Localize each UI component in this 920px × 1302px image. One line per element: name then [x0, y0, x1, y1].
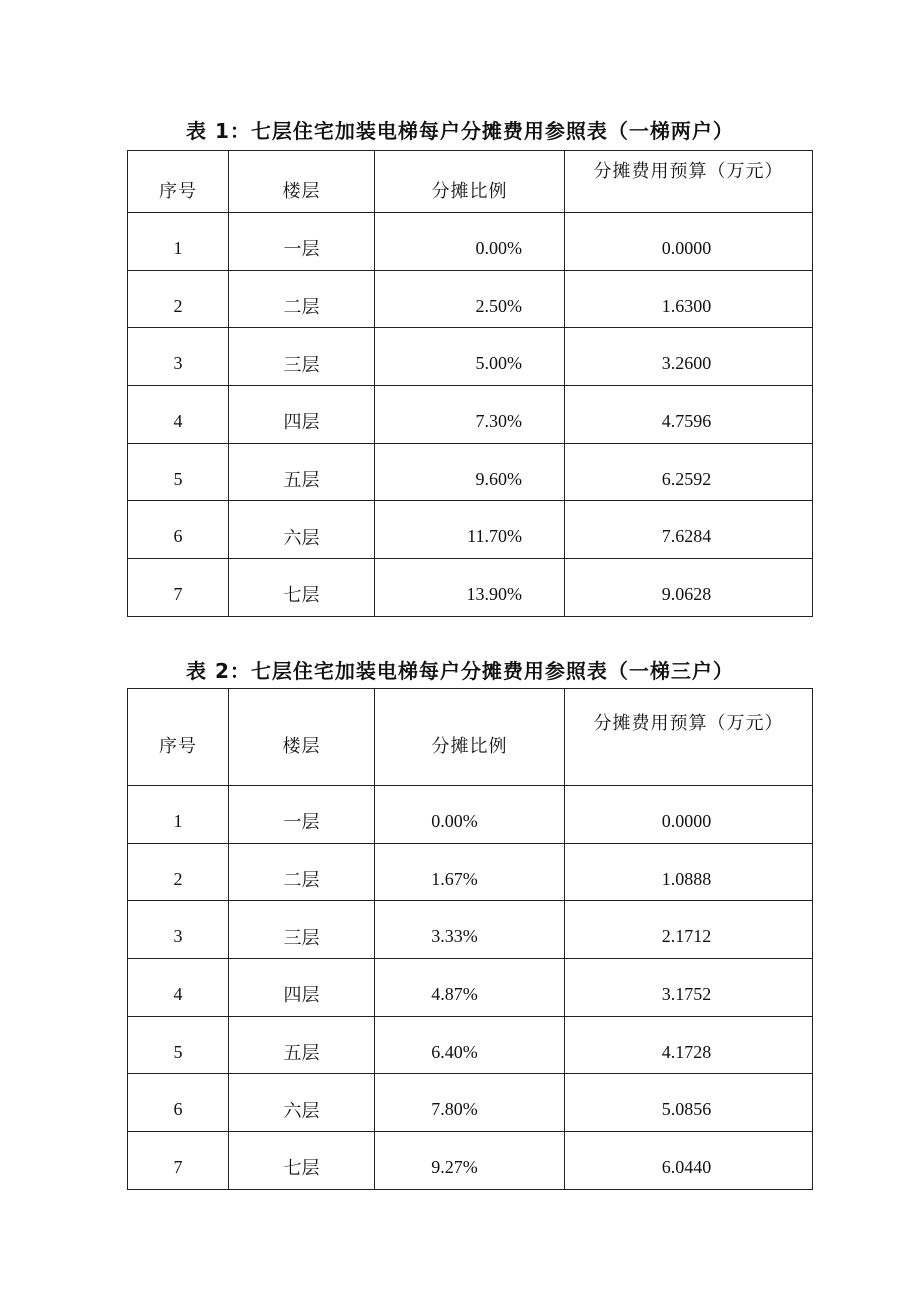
table-row — [128, 786, 813, 844]
row-cost: 3.2600 — [565, 328, 813, 386]
col-header-floor: 楼层 — [229, 689, 375, 786]
table-row — [128, 386, 813, 444]
row-cost: 3.1752 — [565, 959, 813, 1017]
row-floor: 六层 — [229, 1074, 375, 1132]
row-cost: 4.1728 — [565, 1016, 813, 1074]
row-floor: 一层 — [229, 213, 375, 271]
row-share-ratio: 7.30% — [375, 386, 565, 444]
row-index: 2 — [128, 843, 229, 901]
row-cost: 1.0888 — [565, 843, 813, 901]
table-row — [128, 1016, 813, 1074]
row-cost: 5.0856 — [565, 1074, 813, 1132]
row-index: 1 — [128, 786, 229, 844]
table-row — [128, 213, 813, 271]
row-cost: 1.6300 — [565, 270, 813, 328]
row-share-ratio: 13.90% — [375, 559, 565, 617]
row-share-ratio: 2.50% — [375, 270, 565, 328]
row-floor: 三层 — [229, 901, 375, 959]
col-header-floor: 楼层 — [229, 151, 375, 213]
row-index: 5 — [128, 1016, 229, 1074]
row-index: 7 — [128, 1132, 229, 1190]
row-floor: 七层 — [229, 1132, 375, 1190]
row-share-ratio: 11.70% — [375, 501, 565, 559]
row-floor: 四层 — [229, 959, 375, 1017]
row-floor: 六层 — [229, 501, 375, 559]
table2-header-row — [128, 689, 813, 786]
col-header-share-ratio: 分摊比例 — [375, 151, 565, 213]
row-cost: 2.1712 — [565, 901, 813, 959]
row-share-ratio: 4.87% — [375, 959, 565, 1017]
row-share-ratio: 9.60% — [375, 443, 565, 501]
row-cost: 0.0000 — [565, 786, 813, 844]
table-row — [128, 1132, 813, 1190]
row-share-ratio: 5.00% — [375, 328, 565, 386]
table-row — [128, 959, 813, 1017]
table-row — [128, 501, 813, 559]
row-floor: 七层 — [229, 559, 375, 617]
table-row — [128, 270, 813, 328]
row-cost: 6.2592 — [565, 443, 813, 501]
row-index: 3 — [128, 328, 229, 386]
table1-caption: 表 1：七层住宅加装电梯每户分摊费用参照表（一梯两户） — [186, 119, 734, 143]
row-floor: 五层 — [229, 443, 375, 501]
row-cost: 6.0440 — [565, 1132, 813, 1190]
row-floor: 五层 — [229, 1016, 375, 1074]
row-floor: 二层 — [229, 270, 375, 328]
col-header-cost-budget: 分摊费用预算（万元） — [565, 151, 813, 213]
row-cost: 9.0628 — [565, 559, 813, 617]
row-share-ratio: 9.27% — [375, 1132, 565, 1190]
row-index: 2 — [128, 270, 229, 328]
row-index: 7 — [128, 559, 229, 617]
table1-header-row — [128, 151, 813, 213]
row-cost: 0.0000 — [565, 213, 813, 271]
row-index: 6 — [128, 501, 229, 559]
row-index: 6 — [128, 1074, 229, 1132]
row-floor: 二层 — [229, 843, 375, 901]
row-index: 4 — [128, 959, 229, 1017]
table-row — [128, 443, 813, 501]
row-floor: 三层 — [229, 328, 375, 386]
table-row — [128, 1074, 813, 1132]
row-cost: 7.6284 — [565, 501, 813, 559]
row-share-ratio: 6.40% — [375, 1016, 565, 1074]
row-share-ratio: 7.80% — [375, 1074, 565, 1132]
row-share-ratio: 1.67% — [375, 843, 565, 901]
col-header-index: 序号 — [128, 689, 229, 786]
row-share-ratio: 3.33% — [375, 901, 565, 959]
row-floor: 四层 — [229, 386, 375, 444]
row-floor: 一层 — [229, 786, 375, 844]
row-index: 1 — [128, 213, 229, 271]
row-share-ratio: 0.00% — [375, 213, 565, 271]
row-index: 4 — [128, 386, 229, 444]
table-row — [128, 901, 813, 959]
row-share-ratio: 0.00% — [375, 786, 565, 844]
col-header-index: 序号 — [128, 151, 229, 213]
table-row — [128, 328, 813, 386]
row-cost: 4.7596 — [565, 386, 813, 444]
col-header-cost-budget: 分摊费用预算（万元） — [565, 689, 813, 786]
table1-elevator-cost-two-units — [127, 150, 813, 617]
row-index: 3 — [128, 901, 229, 959]
table2-elevator-cost-three-units — [127, 688, 813, 1190]
row-index: 5 — [128, 443, 229, 501]
table-row — [128, 843, 813, 901]
col-header-share-ratio: 分摊比例 — [375, 689, 565, 786]
table2-caption: 表 2：七层住宅加装电梯每户分摊费用参照表（一梯三户） — [186, 659, 734, 683]
table-row — [128, 559, 813, 617]
